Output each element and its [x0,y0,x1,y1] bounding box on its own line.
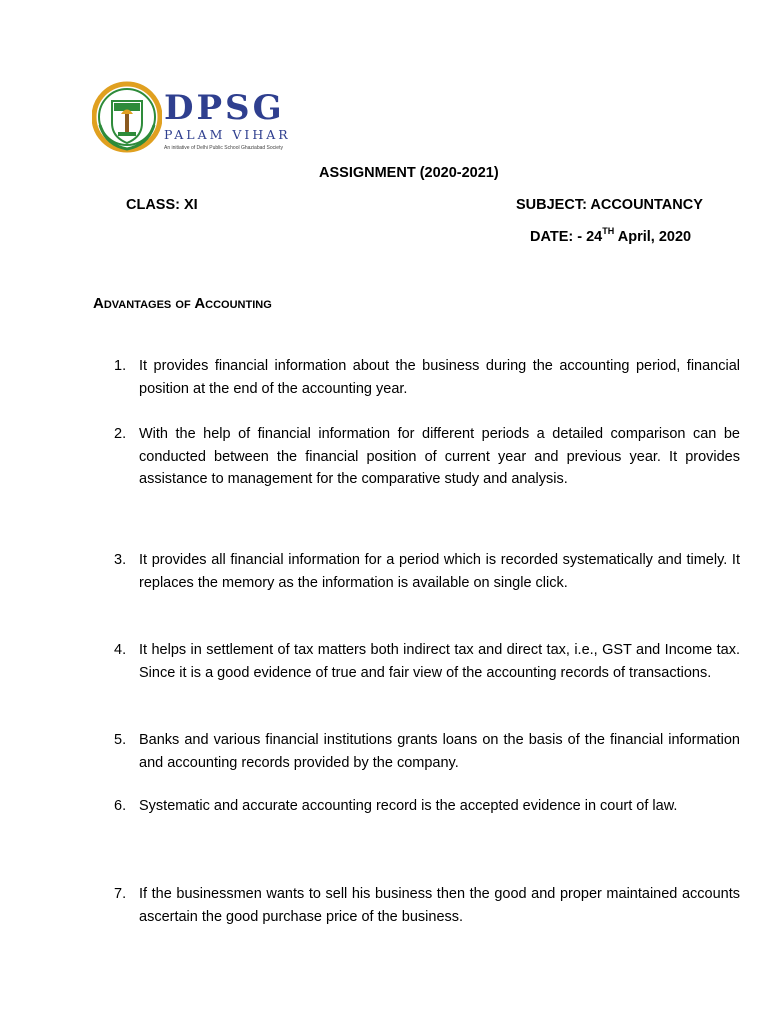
logo-name: DPSG [164,88,285,128]
list-item [114,355,740,400]
school-logo [92,79,322,155]
date-prefix: DATE: - 24 [530,229,603,245]
school-emblem-icon [92,79,162,155]
list-item-text: Systematic and accurate accounting record is the accepted evidence in court of law. [139,798,678,814]
list-item-text: With the help of financial information for different periods a detailed comparison can be conducted between the financial position of current year and previous year. It provides assistance to management for the comparative study and analysis. [139,426,740,487]
list-item-text: It helps in settlement of tax matters both indirect tax and direct tax, i.e., GST and Income tax. Since it is a good evidence of true and fair view of the accounting records of transactions. [139,642,740,681]
list-item-text: It provides financial information about the business during the accounting period, financial position at the end of the accounting year. [139,358,740,397]
section-heading: Advantages of Accounting [93,295,272,312]
list-item-number: 5. [114,732,127,748]
list-item-number: 3. [114,552,127,568]
list-item [114,795,740,818]
date-superscript: TH [602,226,615,236]
assignment-title: ASSIGNMENT (2020-2021) [319,165,499,181]
list-item [114,423,740,491]
list-item-text: If the businessmen wants to sell his business then the good and proper maintained accounts ascertain the good purchase price of the business. [139,886,740,925]
list-item-text: It provides all financial information for a period which is recorded systematically and timely. It replaces the memory as the information is available on single click. [139,552,740,591]
logo-tagline: An initiative of Delhi Public School Ghaziabad Society [164,145,283,151]
date-label [530,228,691,246]
subject-label: SUBJECT: ACCOUNTANCY [516,197,703,213]
date-suffix: April, 2020 [614,229,692,245]
logo-wordmark [164,88,291,151]
list-item-number: 2. [114,426,127,442]
list-item-text: Banks and various financial institutions grants loans on the basis of the financial information and accounting records provided by the company. [139,732,740,771]
list-item-number: 6. [114,798,127,814]
list-item-number: 1. [114,358,127,374]
list-item-number: 4. [114,642,127,658]
list-item [114,639,740,684]
list-item [114,549,740,594]
logo-campus: PALAM VIHAR [164,127,291,142]
list-item [114,883,740,928]
list-item-number: 7. [114,886,127,902]
list-item [114,729,740,774]
class-label: CLASS: XI [126,197,198,213]
